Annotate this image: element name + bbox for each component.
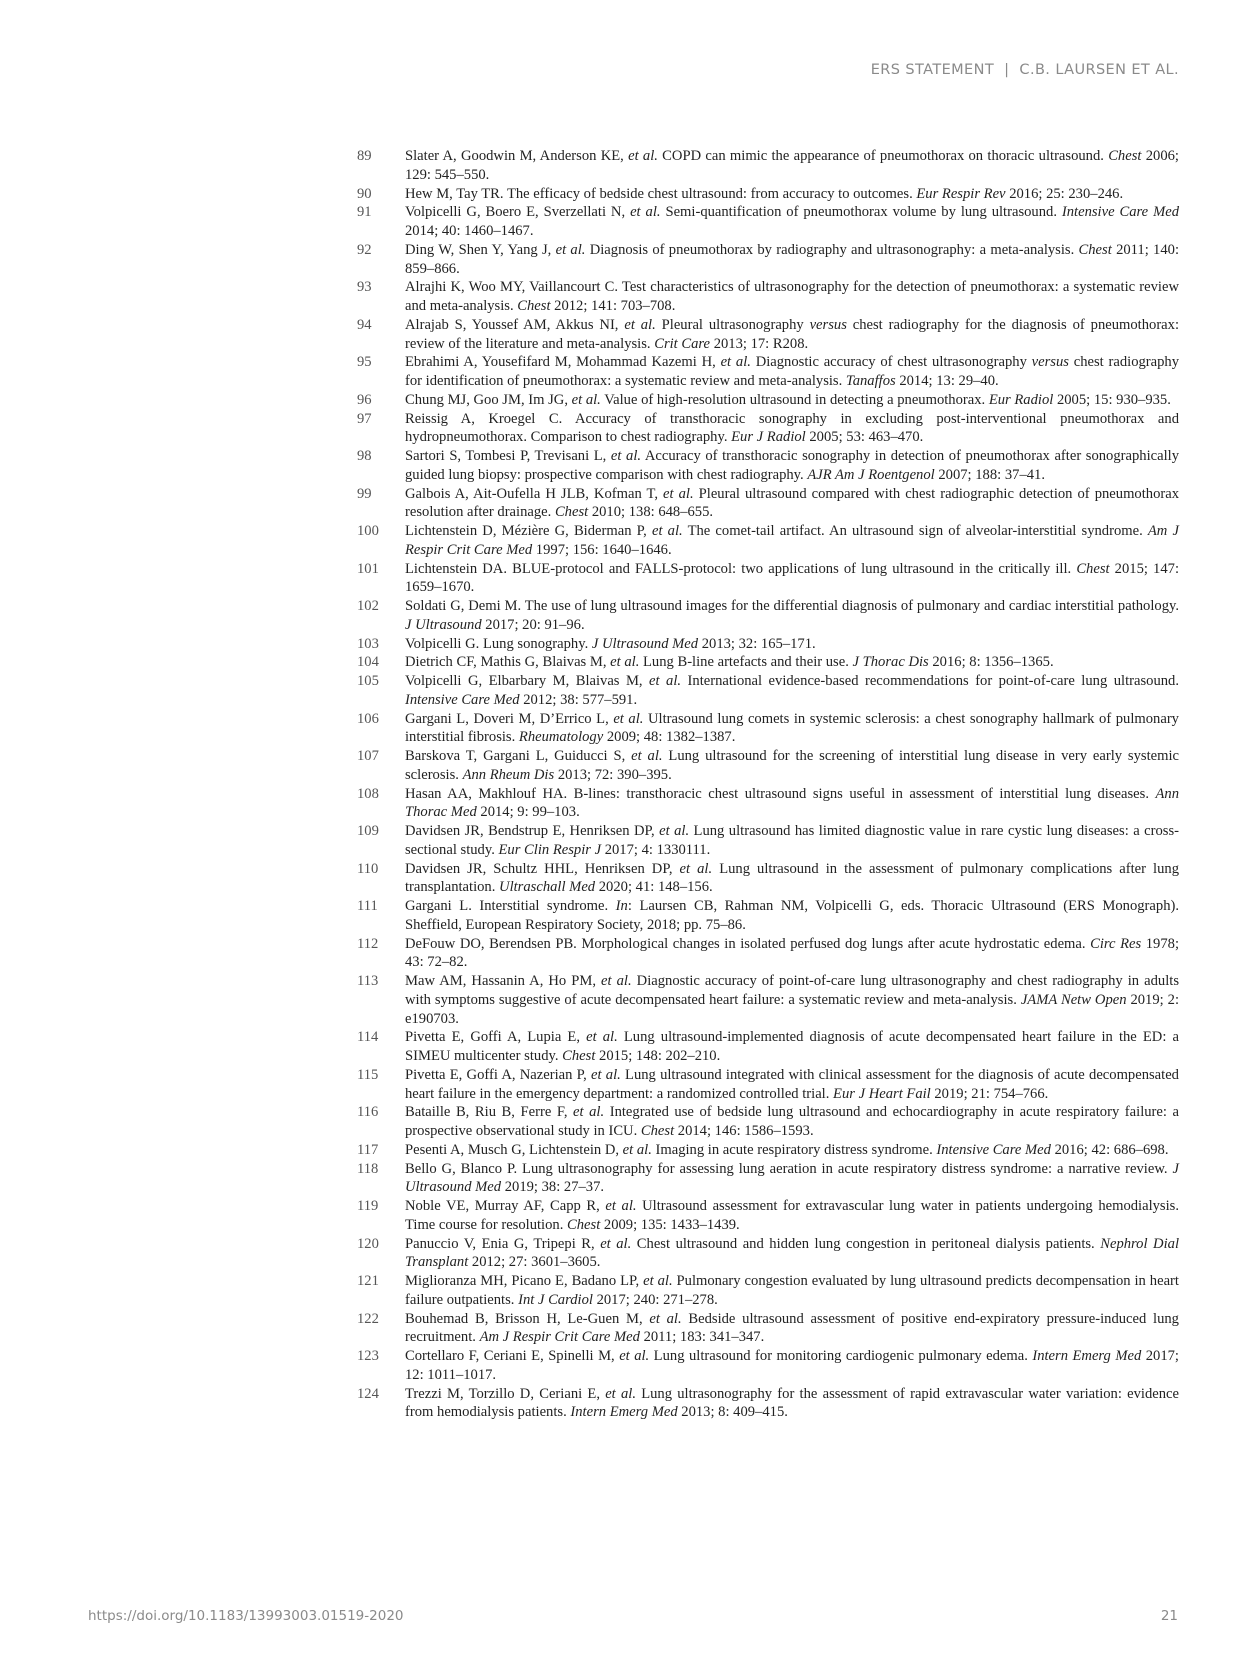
reference-item (357, 747, 1179, 785)
reference-number: 99 (357, 485, 372, 502)
reference-segment: Ultrasound lung comets in systemic sclerosis: a chest sonography hallmark of pulmonary interstitial fibrosis. (405, 710, 1179, 746)
reference-text (405, 147, 1179, 185)
reference-text (405, 560, 1179, 598)
reference-segment: Diagnosis of pneumothorax by radiography and ultrasonography: a meta-analysis. (585, 241, 1079, 258)
reference-item (357, 1141, 1179, 1160)
reference-italic-segment: Nephrol Dial Transplant (405, 1235, 1180, 1271)
reference-segment: Value of high-resolution ultrasound in detecting a pneumothorax. (600, 391, 989, 408)
reference-number: 117 (357, 1141, 379, 1158)
reference-segment: Volpicelli G, Boero E, Sverzellati N, (405, 204, 631, 221)
reference-segment: 2005; 15: 930–935. (1053, 391, 1171, 408)
reference-segment: Integrated use of bedside lung ultrasound and echocardiography in acute respiratory failure: a prospective observational study in ICU. (405, 1104, 1179, 1139)
reference-italic-segment: versus (809, 316, 847, 333)
reference-italic-segment: et al. (601, 973, 632, 989)
reference-italic-segment: et al. (573, 1104, 605, 1121)
reference-italic-segment: et al. (649, 1310, 682, 1327)
reference-segment: 2006; 129: 545–550. (405, 148, 1179, 183)
reference-segment: Chest ultrasound and hidden lung congestion in peritoneal dialysis patients. (631, 1235, 1101, 1252)
reference-segment: Lung ultrasound integrated with clinical assessment for the diagnosis of acute decompensated heart failure in the emergency department: a randomized controlled trial. (405, 1066, 1179, 1102)
reference-italic-segment: J Thorac Dis (852, 654, 929, 671)
reference-italic-segment: Intern Emerg Med (570, 1404, 678, 1421)
reference-italic-segment: et al. (555, 241, 586, 258)
reference-number: 102 (357, 598, 379, 614)
reference-item (357, 1272, 1179, 1310)
reference-segment: Pulmonary congestion evaluated by lung ultrasound predicts decompensation in heart failure outpatients. (405, 1273, 1179, 1308)
reference-number: 96 (357, 391, 372, 408)
reference-italic-segment: et al. (720, 354, 751, 371)
reference-segment: Hasan AA, Makhlouf HA. B-lines: transthoracic chest ultrasound signs useful in assessment of interstitial lung diseases. (405, 785, 1156, 802)
reference-item (357, 410, 1179, 448)
reference-number: 122 (357, 1310, 379, 1327)
reference-italic-segment: Crit Care (654, 335, 711, 352)
reference-text (405, 185, 1179, 204)
reference-segment: Lichtenstein D, Mézière G, Biderman P, (405, 523, 652, 539)
reference-text (405, 1141, 1179, 1160)
reference-segment: 2013; 17: R208. (710, 335, 809, 352)
reference-segment: Ebrahimi A, Yousefifard M, Mohammad Kazemi H, (405, 354, 721, 371)
reference-segment: 2012; 141: 703–708. (550, 298, 676, 314)
reference-number: 89 (357, 148, 372, 164)
reference-italic-segment: Ann Thorac Med (405, 785, 1179, 821)
reference-item (357, 1103, 1179, 1141)
reference-item (357, 822, 1179, 860)
reference-item (357, 860, 1179, 898)
reference-item (357, 710, 1179, 748)
reference-segment: Semi-quantification of pneumothorax volume by lung ultrasound. (660, 204, 1062, 221)
reference-item (357, 560, 1179, 598)
reference-number: 116 (357, 1104, 379, 1121)
reference-italic-segment: Chest (1076, 560, 1110, 577)
reference-number: 118 (357, 1160, 379, 1177)
reference-segment: Volpicelli G, Elbarbary M, Blaivas M, (405, 673, 650, 689)
reference-italic-segment: Intensive Care Med (405, 691, 520, 708)
reference-italic-segment: et al. (651, 523, 683, 539)
reference-number: 109 (357, 823, 379, 839)
reference-italic-segment: et al. (649, 673, 682, 689)
reference-number: 90 (357, 185, 372, 202)
reference-segment: 2017; 12: 1011–1017. (405, 1348, 1179, 1383)
reference-segment: Maw AM, Hassanin A, Ho PM, (405, 973, 602, 989)
reference-number: 120 (357, 1235, 379, 1252)
reference-number: 101 (357, 560, 379, 577)
reference-text (405, 391, 1179, 410)
reference-text (405, 635, 1179, 654)
reference-item (357, 1028, 1179, 1066)
reference-segment: 2007; 188: 37–41. (934, 466, 1045, 483)
reference-number: 98 (357, 448, 372, 464)
reference-text (405, 1028, 1179, 1066)
reference-item (357, 391, 1179, 410)
doi-link[interactable]: https://doi.org/10.1183/13993003.01519-2020 (88, 1608, 404, 1624)
reference-number: 104 (357, 654, 379, 671)
reference-segment: Reissig A, Kroegel C. Accuracy of transthoracic sonography in excluding post-interventional pneumothorax and hydropneumothorax. Comparison to chest radiography. (405, 410, 1179, 446)
reference-segment: 2014; 40: 1460–1467. (405, 223, 534, 239)
reference-item (357, 485, 1179, 523)
reference-italic-segment: et al. (586, 1029, 618, 1046)
reference-segment: 2012; 38: 577–591. (519, 691, 638, 708)
reference-italic-segment: et al. (622, 1141, 652, 1158)
reference-segment: Hew M, Tay TR. The efficacy of bedside chest ultrasound: from accuracy to outcomes. (405, 185, 917, 202)
reference-item (357, 1160, 1179, 1198)
reference-segment: chest radiography for the diagnosis of pneumothorax: review of the literature and meta-analysis. (405, 316, 1180, 352)
reference-italic-segment: Intensive Care Med (1061, 204, 1179, 221)
reference-item (357, 635, 1179, 654)
reference-segment: International evidence-based recommendations for point-of-care lung ultrasound. (681, 673, 1179, 689)
reference-text (405, 1272, 1179, 1310)
reference-italic-segment: et al. (600, 1235, 632, 1252)
reference-text (405, 1385, 1179, 1423)
reference-text (405, 897, 1179, 935)
reference-segment: 2010; 138: 648–655. (588, 504, 714, 521)
reference-segment: Davidsen JR, Bendstrup E, Henriksen DP, (405, 823, 660, 839)
reference-segment: 2016; 42: 686–698. (1050, 1141, 1169, 1158)
reference-number: 121 (357, 1273, 379, 1289)
reference-segment: 2009; 48: 1382–1387. (603, 729, 736, 746)
reference-segment: Lung ultrasound has limited diagnostic value in rare cystic lung diseases: a cross-sectional study. (405, 823, 1179, 858)
reference-item (357, 597, 1179, 635)
reference-text (405, 747, 1179, 785)
reference-segment: Cortellaro F, Ceriani E, Spinelli M, (405, 1348, 620, 1364)
reference-italic-segment: et al. (605, 1198, 637, 1214)
reference-segment: Diagnostic accuracy of chest ultrasonography (750, 354, 1032, 371)
reference-item (357, 785, 1179, 823)
reference-segment: Accuracy of transthoracic sonography in detection of pneumothorax after sonographically guided lung biopsy: prospective comparison with chest radiography. (405, 448, 1179, 483)
reference-segment: 2011; 183: 341–347. (639, 1329, 765, 1346)
reference-italic-segment: Circ Res (1090, 935, 1142, 952)
reference-segment: Diagnostic accuracy of point-of-care lung ultrasonography and chest radiography in adults with symptoms suggestive of acute decompensated heart failure: a systematic review and meta-analysis. (405, 973, 1179, 1008)
reference-segment: Davidsen JR, Schultz HHL, Henriksen DP, (405, 860, 680, 877)
reference-number: 124 (357, 1385, 379, 1402)
reference-segment: The comet-tail artifact. An ultrasound sign of alveolar-interstitial syndrome. (682, 523, 1148, 539)
reference-item (357, 935, 1179, 973)
reference-segment: 2012; 27: 3601–3605. (468, 1254, 601, 1271)
reference-italic-segment: Eur J Heart Fail (833, 1085, 931, 1102)
reference-number: 95 (357, 354, 372, 371)
reference-text (405, 860, 1179, 898)
reference-italic-segment: et al. (631, 748, 663, 764)
reference-italic-segment: Eur Respir Rev (916, 185, 1006, 202)
reference-italic-segment: Chest (517, 298, 551, 314)
reference-text (405, 1310, 1179, 1348)
reference-number: 113 (357, 973, 379, 989)
reference-item (357, 278, 1179, 316)
reference-segment: : Laursen CB, Rahman NM, Volpicelli G, eds. Thoracic Ultrasound (ERS Monograph). Sheffield, European Respiratory Society, 2018; pp. 75–86. (405, 898, 1179, 933)
reference-segment: Miglioranza MH, Picano E, Badano LP, (405, 1273, 644, 1289)
reference-text (405, 485, 1179, 523)
reference-segment: 2005; 53: 463–470. (805, 429, 924, 446)
reference-list (357, 147, 1179, 1422)
reference-item (357, 203, 1179, 241)
reference-segment: Pleural ultrasonography (655, 316, 810, 333)
reference-italic-segment: J Ultrasound (405, 616, 482, 633)
reference-segment: Bataille B, Riu B, Ferre F, (405, 1104, 574, 1121)
reference-segment: 2016; 8: 1356–1365. (928, 654, 1054, 671)
reference-item (357, 972, 1179, 1028)
reference-italic-segment: J Ultrasound Med (405, 1160, 1179, 1196)
reference-number: 94 (357, 316, 372, 333)
reference-number: 105 (357, 673, 379, 689)
reference-segment: Lung ultrasonography for the assessment of rapid extravascular water variation: evidence from hemodialysis patients. (405, 1385, 1179, 1421)
reference-segment: Chung MJ, Goo JM, Im JG, (405, 391, 572, 408)
reference-number: 93 (357, 279, 372, 296)
reference-number: 110 (357, 860, 379, 877)
reference-italic-segment: et al. (619, 1348, 650, 1364)
reference-segment: DeFouw DO, Berendsen PB. Morphological changes in isolated perfused dog lungs after acute hydrostatic edema. (405, 935, 1091, 952)
reference-segment: Lung B-line artefacts and their use. (639, 654, 853, 671)
reference-segment: Noble VE, Murray AF, Capp R, (405, 1198, 606, 1214)
reference-segment: Bello G, Blanco P. Lung ultrasonography for assessing lung aeration in acute respiratory distress syndrome: a narrative review. (405, 1160, 1173, 1177)
reference-segment: Lung ultrasound-implemented diagnosis of acute decompensated heart failure in the ED: a SIMEU multicenter study. (405, 1029, 1179, 1064)
reference-segment: 2017; 240: 271–278. (592, 1291, 718, 1308)
header-authors: C.B. LAURSEN ET AL. (1019, 62, 1179, 78)
reference-italic-segment: Chest (1078, 241, 1112, 258)
reference-italic-segment: Chest (562, 1048, 596, 1064)
reference-item (357, 653, 1179, 672)
reference-item (357, 1197, 1179, 1235)
reference-item (357, 147, 1179, 185)
reference-number: 106 (357, 710, 379, 727)
reference-italic-segment: et al. (630, 204, 661, 221)
reference-italic-segment: Intensive Care Med (936, 1141, 1051, 1158)
reference-segment: Lung ultrasound in the assessment of pulmonary complications after lung transplantation. (405, 860, 1179, 896)
reference-item (357, 241, 1179, 279)
reference-segment: Bouhemad B, Brisson H, Le-Guen M, (405, 1310, 650, 1327)
reference-segment: chest radiography for identification of pneumothorax: a systematic review and meta-analysis. (405, 354, 1180, 389)
reference-italic-segment: Int J Cardiol (518, 1291, 593, 1308)
reference-number: 115 (357, 1066, 379, 1083)
reference-segment: 2019; 21: 754–766. (930, 1085, 1049, 1102)
reference-number: 123 (357, 1348, 379, 1364)
reference-item (357, 1385, 1179, 1423)
reference-italic-segment: Am J Respir Crit Care Med (405, 523, 1179, 558)
reference-italic-segment: Chest (567, 1216, 601, 1233)
reference-text (405, 935, 1179, 973)
reference-text (405, 203, 1179, 241)
reference-segment: Gargani L, Doveri M, D’Errico L, (405, 710, 614, 727)
reference-item (357, 316, 1179, 354)
reference-segment: 2016; 25: 230–246. (1005, 185, 1124, 202)
reference-segment: Ding W, Shen Y, Yang J, (405, 241, 556, 258)
reference-italic-segment: Chest (554, 504, 589, 521)
reference-text (405, 522, 1179, 560)
reference-text (405, 1347, 1179, 1385)
reference-number: 103 (357, 635, 379, 652)
reference-segment: 2009; 135: 1433–1439. (600, 1216, 740, 1233)
reference-text (405, 710, 1179, 748)
reference-italic-segment: et al. (659, 823, 690, 839)
reference-italic-segment: JAMA Netw Open (1020, 991, 1127, 1008)
reference-number: 108 (357, 785, 379, 802)
reference-italic-segment: et al. (610, 448, 642, 464)
reference-segment: 2017; 4: 1330111. (601, 841, 711, 858)
reference-text (405, 353, 1179, 391)
reference-segment: Pesenti A, Musch G, Lichtenstein D, (405, 1141, 623, 1158)
reference-segment: 2013; 32: 165–171. (698, 635, 816, 652)
reference-italic-segment: et al. (591, 1066, 621, 1083)
reference-italic-segment: Eur J Radiol (731, 429, 806, 446)
reference-segment: Lung ultrasound for the screening of interstitial lung disease in very early systemic sclerosis. (405, 748, 1179, 783)
reference-text (405, 822, 1179, 860)
reference-italic-segment: Chest (640, 1123, 675, 1139)
reference-italic-segment: versus (1031, 354, 1069, 371)
reference-italic-segment: J Ultrasound Med (591, 635, 699, 652)
reference-segment: Panuccio V, Enia G, Tripepi R, (405, 1235, 601, 1252)
reference-segment: Pleural ultrasound compared with chest radiographic detection of pneumothorax resolution after drainage. (405, 485, 1180, 521)
reference-segment: 2020; 41: 148–156. (595, 879, 713, 896)
reference-text (405, 316, 1179, 354)
reference-segment: 1978; 43: 72–82. (405, 935, 1179, 971)
reference-text (405, 410, 1179, 448)
reference-segment: Galbois A, Ait-Oufella H JLB, Kofman T, (405, 485, 664, 502)
reference-segment: 2013; 72: 390–395. (554, 766, 672, 783)
reference-italic-segment: Ultraschall Med (499, 879, 596, 896)
reference-segment: Trezzi M, Torzillo D, Ceriani E, (405, 1385, 606, 1402)
reference-italic-segment: et al. (605, 1385, 636, 1402)
reference-number: 107 (357, 748, 379, 764)
reference-italic-segment: et al. (571, 391, 601, 408)
reference-segment: Volpicelli G. Lung sonography. (405, 635, 592, 652)
page-number: 21 (1160, 1608, 1178, 1624)
running-header (871, 62, 1179, 78)
reference-text (405, 1066, 1179, 1104)
reference-italic-segment: Am J Respir Crit Care Med (479, 1329, 640, 1346)
reference-number: 119 (357, 1198, 379, 1214)
reference-text (405, 653, 1179, 672)
reference-text (405, 672, 1179, 710)
reference-item (357, 1066, 1179, 1104)
reference-segment: COPD can mimic the appearance of pneumothorax on thoracic ultrasound. (657, 148, 1109, 164)
header-separator: | (1004, 62, 1010, 78)
reference-italic-segment: Ann Rheum Dis (462, 766, 555, 783)
reference-text (405, 597, 1179, 635)
reference-text (405, 1103, 1179, 1141)
reference-segment: Barskova T, Gargani L, Guiducci S, (405, 748, 632, 764)
reference-item (357, 672, 1179, 710)
reference-segment: Soldati G, Demi M. The use of lung ultrasound images for the differential diagnosis of pulmonary and cardiac interstitial pathology. (405, 598, 1179, 614)
reference-text (405, 241, 1179, 279)
reference-segment: Ultrasound assessment for extravascular lung water in patients undergoing hemodialysis. Time course for resolution. (405, 1198, 1179, 1233)
reference-italic-segment: Chest (1108, 148, 1142, 164)
reference-item (357, 353, 1179, 391)
reference-segment: 2013; 8: 409–415. (677, 1404, 788, 1421)
reference-italic-segment: Rheumatology (518, 729, 604, 746)
reference-number: 114 (357, 1029, 379, 1046)
reference-item (357, 1235, 1179, 1273)
reference-text (405, 278, 1179, 316)
reference-italic-segment: et al. (679, 860, 713, 877)
reference-segment: 2015; 147: 1659–1670. (405, 560, 1179, 596)
reference-segment: 2017; 20: 91–96. (481, 616, 585, 633)
reference-segment: Gargani L. Interstitial syndrome. (405, 898, 616, 914)
reference-italic-segment: In (615, 898, 628, 914)
reference-text (405, 1160, 1179, 1198)
reference-segment: Alrajab S, Youssef AM, Akkus NI, (405, 316, 625, 333)
reference-item (357, 1347, 1179, 1385)
reference-number: 111 (357, 898, 378, 914)
reference-segment: Dietrich CF, Mathis G, Blaivas M, (405, 654, 611, 671)
reference-segment: 2014; 146: 1586–1593. (674, 1123, 814, 1139)
reference-segment: 2014; 9: 99–103. (476, 804, 580, 821)
reference-italic-segment: et al. (624, 316, 656, 333)
reference-italic-segment: et al. (663, 485, 694, 502)
reference-number: 91 (357, 204, 372, 221)
reference-item (357, 185, 1179, 204)
reference-segment: Sartori S, Tombesi P, Trevisani L, (405, 448, 611, 464)
reference-segment: Slater A, Goodwin M, Anderson KE, (405, 148, 629, 164)
reference-segment: 2015; 148: 202–210. (595, 1048, 721, 1064)
reference-segment: 2019; 2: e190703. (405, 991, 1180, 1027)
reference-italic-segment: et al. (610, 654, 640, 671)
reference-segment: 2014; 13: 29–40. (895, 373, 999, 389)
reference-item (357, 447, 1179, 485)
reference-segment: Lung ultrasound for monitoring cardiogenic pulmonary edema. (649, 1348, 1033, 1364)
reference-item (357, 1310, 1179, 1348)
reference-italic-segment: et al. (643, 1273, 673, 1289)
header-section-label: ERS STATEMENT (870, 62, 995, 78)
reference-number: 100 (357, 523, 379, 539)
reference-italic-segment: Tanaffos (845, 373, 896, 389)
reference-item (357, 522, 1179, 560)
reference-text (405, 972, 1179, 1028)
reference-text (405, 1235, 1179, 1273)
reference-text (405, 785, 1179, 823)
reference-segment: Alrajhi K, Woo MY, Vaillancourt C. Test characteristics of ultrasonography for the detection of pneumothorax: a systematic review and meta-analysis. (405, 279, 1179, 314)
reference-item (357, 897, 1179, 935)
reference-segment: 1997; 156: 1640–1646. (532, 541, 672, 558)
reference-segment: Lichtenstein DA. BLUE-protocol and FALLS-protocol: two applications of lung ultrasound in the critically ill. (405, 560, 1077, 577)
reference-italic-segment: Eur Radiol (988, 391, 1054, 408)
reference-segment: Pivetta E, Goffi A, Nazerian P, (405, 1066, 592, 1083)
reference-italic-segment: AJR Am J Roentgenol (807, 466, 935, 483)
reference-text (405, 1197, 1179, 1235)
reference-italic-segment: et al. (613, 710, 644, 727)
reference-number: 92 (357, 241, 372, 258)
reference-segment: 2011; 140: 859–866. (405, 241, 1179, 277)
reference-italic-segment: Intern Emerg Med (1032, 1348, 1142, 1364)
reference-number: 112 (357, 935, 379, 952)
reference-segment: Bedside ultrasound assessment of positive end-expiratory pressure-induced lung recruitment. (405, 1310, 1179, 1346)
reference-number: 97 (357, 410, 372, 427)
reference-italic-segment: et al. (628, 148, 658, 164)
reference-segment: 2019; 38: 27–37. (501, 1179, 605, 1196)
reference-text (405, 447, 1179, 485)
reference-segment: Pivetta E, Goffi A, Lupia E, (405, 1029, 587, 1046)
reference-italic-segment: Eur Clin Respir J (498, 841, 602, 858)
reference-segment: Imaging in acute respiratory distress syndrome. (651, 1141, 937, 1158)
